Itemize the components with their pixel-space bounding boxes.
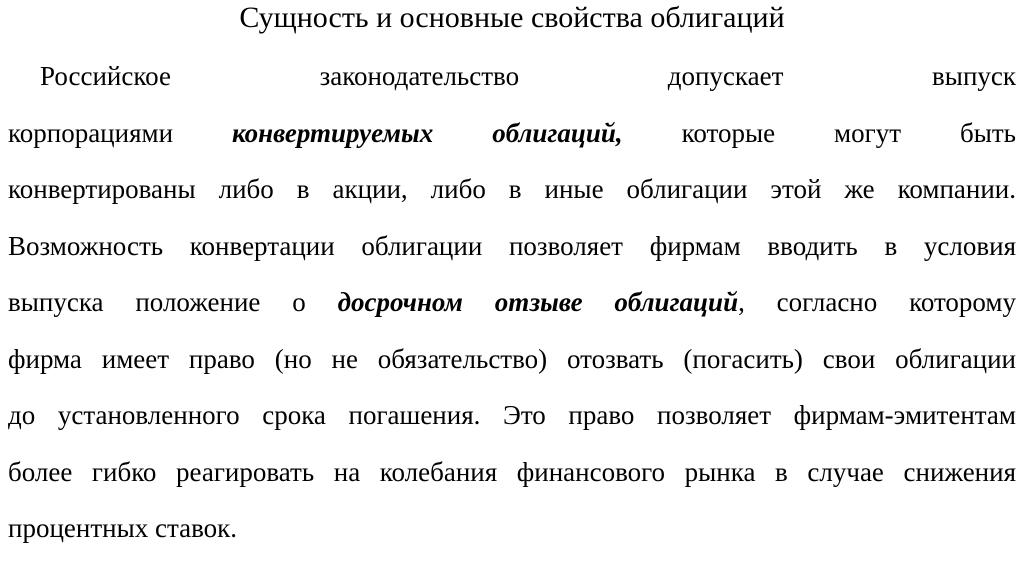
line-5-text-end: , согласно которому [738,287,1017,317]
body-paragraph [8,48,1016,557]
early-redemption-term: досрочном отзыве облигаций [337,287,739,317]
paragraph-line-3: конвертированы либо в акции, либо в иные облигации этой же компании. [8,174,1016,204]
paragraph-line-5 [8,274,1016,331]
paragraph-line-4: Возможность конвертации облигации позволяет фирмам вводить в условия [8,230,1016,261]
slide-title: Сущность и основные свойства облигаций [239,1,785,34]
paragraph-line-6: фирма имеет право (но не обязательство) отозвать (погасить) свои облигации [8,343,1016,374]
line-2-text-end: которые могут быть [622,117,1016,148]
paragraph-line-1: Российское законодательство допускает выпуск [40,61,1016,91]
paragraph-line-9: процентных ставок. [8,513,237,543]
convertible-bonds-term: конвертируемых облигаций, [232,117,623,148]
paragraph-line-7: до установленного срока погашения. Это право позволяет фирмам-эмитентам [8,400,1016,430]
line-2-text-start: корпорациями [8,117,233,148]
paragraph-line-8: более гибко реагировать на колебания финансового рынка в случае снижения [8,456,1016,487]
paragraph-line-2 [8,105,1016,162]
line-5-text-start: выпуска положение о [8,287,338,317]
